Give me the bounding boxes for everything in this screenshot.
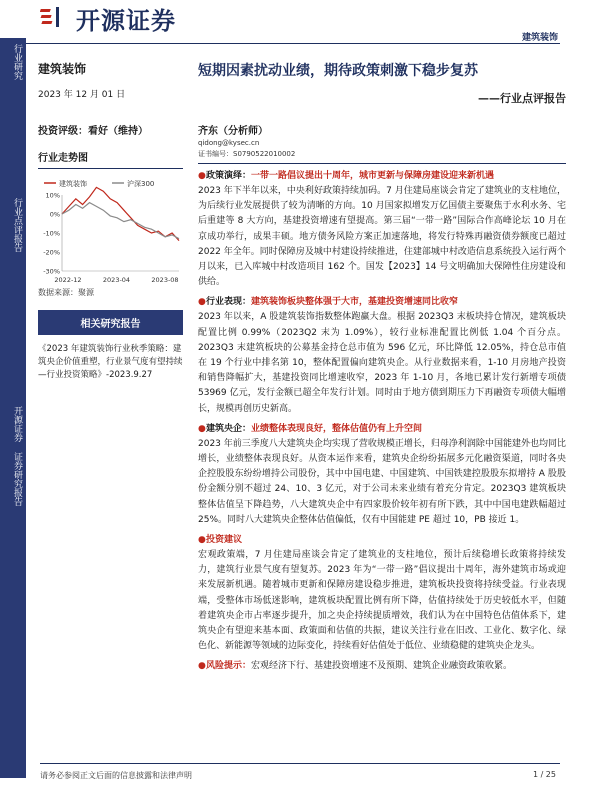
y-tick-label: 10% [45,191,60,200]
x-tick-label: 2023-04 [102,276,131,284]
bullet-icon: ● [198,535,206,546]
y-tick-label: -30% [43,267,60,276]
section-risk [198,659,566,674]
author-divider [198,163,566,164]
section-soe [198,422,566,528]
y-tick-label: -20% [43,248,60,257]
related-report-link[interactable]: 《2023 年建筑装饰行业秋季策略：建筑央企价值重塑，行业景气度有望持续—行业投资策略》-2023.9.27 [38,344,183,380]
section-title: 投资建议 [206,535,243,546]
y-tick-label: -10% [43,229,60,238]
bullet-icon: ● [198,171,206,181]
legend-label: 沪深300 [127,180,155,188]
section-title: 业绩整体表现良好，整体估值仍有上升空间 [251,423,423,434]
section-prefix: 建筑央企： [206,423,252,434]
bullet-icon: ● [198,661,206,672]
section-body: 2023 年前三季度八大建筑央企均实现了营收规模正增长，归母净利润除中国能建外也均同比增长，业绩整体表现良好。从资本运作来看，建筑央企纷纷拓展多元化融资渠道，同时各央企控股股东纷纷增持公司股份，其中中国电建、中国建筑、中国铁建控股股东拟增持 A 股股份金额分别不超过 24、10、3 亿元，对于公司未来业绩有着充分肯定。2023Q3 建筑板块整体估值呈下降趋势，八大建筑央企中有四家股价较年初有所下跌，其中中国电建跌幅超过 25%。同时八大建筑央企整体估值偏低，仅有中国能建 PE 超过 10，PB 接近 1。 [198,438,566,525]
main-column [198,60,566,674]
section-body: 2023 年下半年以来，中央利好政策持续加码。7 月住建局座谈会肯定了建筑业的支柱地位，为后续行业发展提供了较为清晰的方向。10 月国家拟增发万亿国债主要聚焦于水利水务、宅后重建等 8 大方向，基建投资增速有望提高。第三届“一带一路”国际合作高峰论坛 10 月在京成功举行，成果丰硕。地方债务风险方案正加速落地，将发行特殊再融资债券额度已超过 2022 年全年。同时保障房及城中村建设持续推进，住建部城中村改造信息系统投入运行两个月以来，已入库城中村改造项目 162 个。国发【2023】14 号文明确加大保障性住房建设和供给。 [198,186,566,288]
section-advice [198,533,566,654]
trend-chart-svg [38,175,183,285]
footer-disclaimer: 请务必参阅正文后面的信息披露和法律声明 [40,771,192,780]
data-source: 数据来源：聚源 [38,288,94,297]
x-tick-label: 2022-12 [54,276,82,284]
sidebar-top-label: 行业研究 [12,44,22,80]
investment-rating: 投资评级：看好（维持） [38,126,148,137]
section-prefix: 政策演绎： [206,171,252,181]
sector-title: 建筑装饰 [38,62,87,76]
author-name: 齐东（分析师） [198,126,268,137]
logo-text: 开源证券 [76,5,176,35]
section-title: 建筑装饰板块整体强于大市，基建投资增速同比收窄 [251,297,459,308]
trend-chart [38,175,183,285]
bullet-icon: ● [198,423,206,434]
header-divider [18,43,560,44]
report-subtitle: ——行业点评报告 [478,92,566,105]
author-email[interactable]: qidong@kysec.cn [198,139,260,147]
left-column [38,60,183,382]
author-cert: 证书编号：S0790522010002 [198,150,296,158]
section-body: 宏观经济下行、基建投资增速不及预期、建筑企业融资政策收紧。 [251,661,513,672]
page-number: 1 / 25 [532,770,556,779]
section-body: 宏观政策端，7 月住建局座谈会肯定了建筑业的支柱地位，预计后续稳增长政策将持续发力，建筑行业景气度有望复苏。2023 年为“一带一路”倡议提出十周年，海外建筑市场或迎来发展新机遇。随着城市更新和保障房建设稳步推进，建筑板块投资将持续受益。行业表现端，受整体市场低迷影响，建筑板块配置比例有所下降，估值持续处于历史较低水平，但随着建筑央企市占率逐步提升，加之央企持续提质增效，我们认为在中国特色估值体系下，建筑央企有望迎来基本面、政策面和估值的共振，建议关注行业在旧改、工业化、数字化、绿色化、新能源等领域的边际变化，持续看好估值处于低位、业绩稳健的建筑央企龙头。 [198,550,566,652]
report-title: 短期因素扰动业绩，期待政策刺激下稳步复苏 [198,63,478,79]
sidebar-middle-label: 行业点评报告 [12,198,22,252]
trend-chart-title: 行业走势图 [38,149,183,169]
legend-label: 建筑装饰 [59,180,87,188]
section-policy [198,169,566,290]
footer-divider [40,763,560,764]
section-title: 一带一路倡议提出十周年，城市更新与保障房建设迎来新机遇 [251,171,495,181]
section-body: 2023 年以来，A 股建筑装饰指数整体跑赢大盘。根据 2023Q3 末板块持仓情况，建筑板块配置比例 0.99%（2023Q2 末为 1.09%），较行业标准配置比例低 1.04 个百分点。2023Q3 末建筑板块的公募基金持仓总市值为 596 亿元，环比降低 12.05%，持仓总市值在 19 个行业中排名第 10，整体配置偏向建筑央企。从行业数据来看，1-10 月房地产投资和销售降幅扩大，基建投资同比增速收窄，2023 年 1-10 月，各地已累计发行新增专项债 53969 亿元，发行金额已超全年发行计划。同时由于地方债到期压力下再融资专项债大幅增长，规模再创历史新高。 [198,312,566,414]
logo-mark-icon [40,3,70,33]
sidebar-band [0,38,26,778]
section-prefix: 行业表现： [206,297,252,308]
section-industry [198,295,566,416]
series-line [62,187,179,240]
header-category: 建筑装饰 [521,33,558,43]
x-tick-label: 2023-08 [151,276,179,284]
report-date: 2023 年 12 月 01 日 [38,90,126,100]
section-prefix: 风险提示： [206,661,252,672]
related-reports-header: 相关研究报告 [38,310,183,335]
brand-logo [40,2,176,34]
y-tick-label: 0% [49,210,60,219]
sidebar-bottom-label: 开源证券 证券研究报告 [12,406,22,506]
bullet-icon: ● [198,297,206,308]
